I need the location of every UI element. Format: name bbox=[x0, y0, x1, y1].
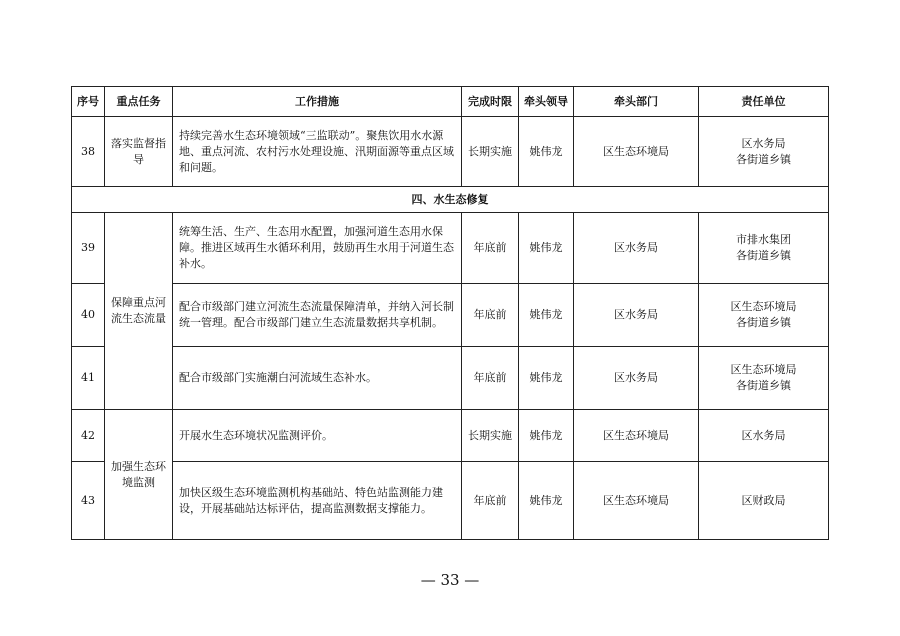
unit-line: 市排水集团 bbox=[736, 233, 791, 246]
row-measure: 持续完善水生态环境领域“三监联动”。聚焦饮用水水源地、重点河流、农村污水处理设施、汛期面源等重点区域和问题。 bbox=[173, 117, 462, 187]
header-no: 序号 bbox=[72, 87, 105, 117]
row-dept: 区生态环境局 bbox=[574, 410, 699, 462]
row-leader: 姚伟龙 bbox=[519, 410, 574, 462]
unit-line: 各街道乡镇 bbox=[736, 249, 791, 262]
unit-line: 各街道乡镇 bbox=[736, 152, 791, 166]
row-deadline: 年底前 bbox=[462, 347, 519, 410]
row-dept: 区水务局 bbox=[574, 213, 699, 284]
unit-line: 区水务局 bbox=[741, 136, 786, 150]
row-dept: 区水务局 bbox=[574, 284, 699, 347]
row-deadline: 年底前 bbox=[462, 462, 519, 540]
unit-line: 各街道乡镇 bbox=[736, 379, 791, 392]
header-deadline: 完成时限 bbox=[462, 87, 519, 117]
row-dept: 区生态环境局 bbox=[574, 117, 699, 187]
row-dept: 区水务局 bbox=[574, 347, 699, 410]
row-unit bbox=[699, 213, 829, 284]
row-no: 38 bbox=[72, 117, 105, 187]
header-unit: 责任单位 bbox=[699, 87, 829, 117]
row-task: 加强生态环境监测 bbox=[105, 410, 173, 540]
row-unit bbox=[699, 347, 829, 410]
row-unit: 区水务局 bbox=[699, 410, 829, 462]
row-leader: 姚伟龙 bbox=[519, 462, 574, 540]
row-task: 保障重点河流生态流量 bbox=[105, 213, 173, 410]
table-header-row bbox=[72, 87, 829, 117]
work-plan-table bbox=[71, 86, 829, 540]
row-leader: 姚伟龙 bbox=[519, 213, 574, 284]
row-no: 40 bbox=[72, 284, 105, 347]
row-no: 43 bbox=[72, 462, 105, 540]
header-dept: 牵头部门 bbox=[574, 87, 699, 117]
unit-line: 区生态环境局 bbox=[730, 363, 797, 376]
table-row bbox=[72, 410, 829, 462]
table-row bbox=[72, 284, 829, 347]
section-title: 四、水生态修复 bbox=[72, 187, 829, 213]
header-leader: 牵头领导 bbox=[519, 87, 574, 117]
table-row bbox=[72, 347, 829, 410]
row-dept: 区生态环境局 bbox=[574, 462, 699, 540]
row-no: 41 bbox=[72, 347, 105, 410]
row-leader: 姚伟龙 bbox=[519, 117, 574, 187]
table-row bbox=[72, 117, 829, 187]
section-row bbox=[72, 187, 829, 213]
row-deadline: 长期实施 bbox=[462, 117, 519, 187]
row-unit bbox=[699, 284, 829, 347]
row-measure: 统筹生活、生产、生态用水配置，加强河道生态用水保障。推进区域再生水循环利用，鼓励再生水用于河道生态补水。 bbox=[173, 213, 462, 284]
table-row bbox=[72, 462, 829, 540]
row-task: 落实监督指导 bbox=[105, 117, 173, 187]
row-measure: 配合市级部门实施潮白河流域生态补水。 bbox=[173, 347, 462, 410]
row-deadline: 长期实施 bbox=[462, 410, 519, 462]
page-number: — 33 — bbox=[420, 571, 480, 589]
unit-line: 各街道乡镇 bbox=[736, 316, 791, 329]
row-leader: 姚伟龙 bbox=[519, 347, 574, 410]
row-leader: 姚伟龙 bbox=[519, 284, 574, 347]
row-unit: 区财政局 bbox=[699, 462, 829, 540]
header-measure: 工作措施 bbox=[173, 87, 462, 117]
row-deadline: 年底前 bbox=[462, 284, 519, 347]
row-no: 39 bbox=[72, 213, 105, 284]
row-unit bbox=[699, 117, 829, 187]
row-measure: 开展水生态环境状况监测评价。 bbox=[173, 410, 462, 462]
row-measure: 加快区级生态环境监测机构基础站、特色站监测能力建设，开展基础站达标评估，提高监测数据支撑能力。 bbox=[173, 462, 462, 540]
row-no: 42 bbox=[72, 410, 105, 462]
row-deadline: 年底前 bbox=[462, 213, 519, 284]
header-task: 重点任务 bbox=[105, 87, 173, 117]
row-measure: 配合市级部门建立河流生态流量保障清单，并纳入河长制统一管理。配合市级部门建立生态流量数据共享机制。 bbox=[173, 284, 462, 347]
table-row bbox=[72, 213, 829, 284]
unit-line: 区生态环境局 bbox=[730, 300, 797, 313]
